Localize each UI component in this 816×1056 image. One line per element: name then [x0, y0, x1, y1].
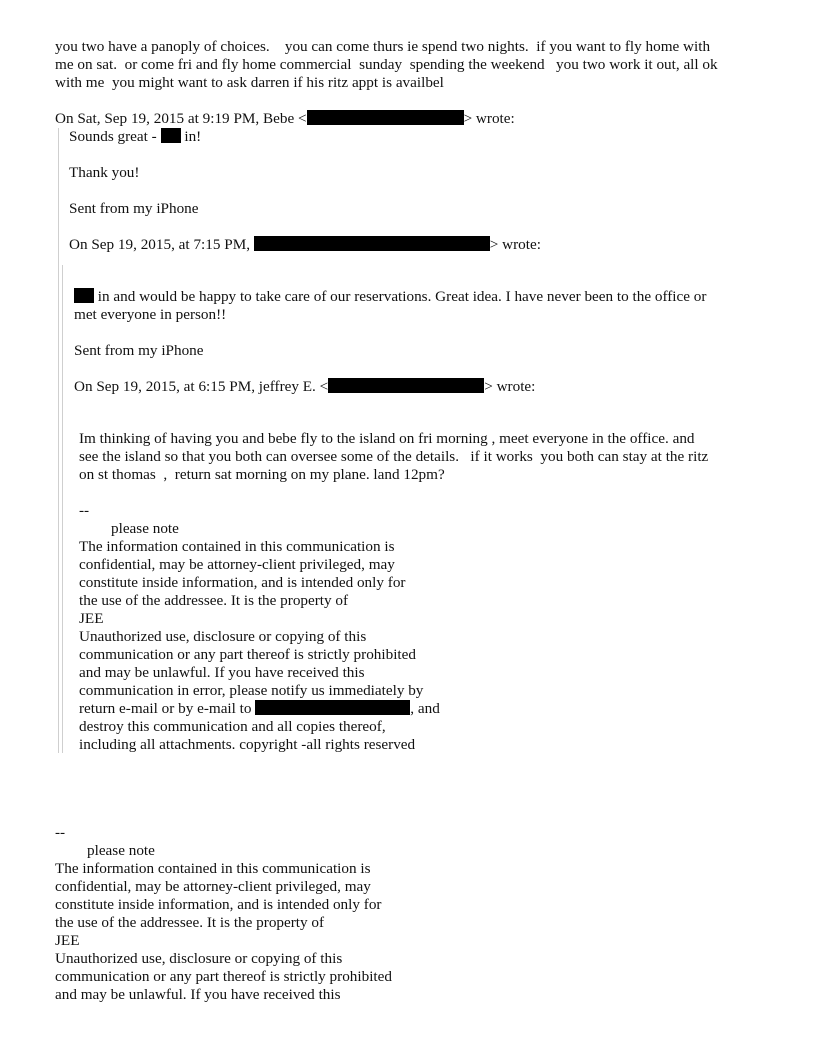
disclaimer-line: JEE [79, 610, 104, 627]
disclaimer-line: communication in error, please notify us immediately by [79, 682, 424, 699]
redaction-box [74, 288, 94, 303]
disclaimer-line: the use of the addressee. It is the property of [79, 592, 349, 609]
disclaimer-line: destroy this communication and all copies thereof, [79, 718, 386, 735]
quote-bar-outer [58, 128, 59, 753]
disclaimer-line: the use of the addressee. It is the property of [55, 914, 325, 931]
quote3-body-line: on st thomas , return sat morning on my plane. land 12pm? [79, 466, 445, 483]
top-message-line: me on sat. or come fri and fly home commercial sunday spending the weekend you two work it out, all ok [55, 56, 718, 73]
disclaimer-line: and may be unlawful. If you have received this [79, 664, 365, 681]
disclaimer-line: and may be unlawful. If you have received this [55, 986, 341, 1003]
please-note: please note [87, 842, 155, 859]
quote2-sent-from: Sent from my iPhone [74, 342, 204, 359]
quote1-sounds-great: Sounds great - in! [69, 128, 202, 145]
signature-separator: -- [55, 824, 66, 841]
disclaimer-line: constitute inside information, and is intended only for [55, 896, 382, 913]
disclaimer-line: communication or any part thereof is strictly prohibited [79, 646, 416, 663]
redaction-box [307, 110, 464, 125]
redaction-box [255, 700, 410, 715]
signature-separator: -- [79, 502, 90, 519]
redaction-box [328, 378, 484, 393]
disclaimer-line: Unauthorized use, disclosure or copying of this [55, 950, 343, 967]
disclaimer-line: including all attachments. copyright -all rights reserved [79, 736, 416, 753]
quote2-body-line: in and would be happy to take care of our reservations. Great idea. I have never been to the office or [74, 288, 706, 306]
disclaimer-line: constitute inside information, and is intended only for [79, 574, 406, 591]
quote3-body-line: Im thinking of having you and bebe fly to the island on fri morning , meet everyone in the office. and [79, 430, 695, 447]
quote1-sent-from: Sent from my iPhone [69, 200, 199, 217]
quote1-header: On Sat, Sep 19, 2015 at 9:19 PM, Bebe < > wrote: [55, 110, 515, 127]
quote2-body-line: met everyone in person!! [74, 306, 227, 323]
disclaimer-line: confidential, may be attorney-client privileged, may [79, 556, 395, 573]
disclaimer-line: The information contained in this communication is [55, 860, 371, 877]
disclaimer-line: Unauthorized use, disclosure or copying of this [79, 628, 367, 645]
quote2-header: On Sep 19, 2015, at 7:15 PM, > wrote: [69, 236, 541, 253]
top-message-line: with me you might want to ask darren if his ritz appt is availbel [55, 74, 444, 91]
disclaimer-line: communication or any part thereof is strictly prohibited [55, 968, 392, 985]
redaction-box [254, 236, 490, 251]
quote1-thanks: Thank you! [69, 164, 140, 181]
quote3-header: On Sep 19, 2015, at 6:15 PM, jeffrey E. < > wrote: [74, 378, 536, 395]
disclaimer-email-line: return e-mail or by e-mail to , and [79, 700, 440, 717]
quote-bar-inner [62, 265, 63, 753]
top-message-line: you two have a panoply of choices. you can come thurs ie spend two nights. if you want to fly home with [55, 38, 711, 55]
quote3-body-line: see the island so that you both can oversee some of the details. if it works you both can stay at the ritz [79, 448, 709, 465]
disclaimer-line: JEE [55, 932, 80, 949]
disclaimer-line: confidential, may be attorney-client privileged, may [55, 878, 371, 895]
disclaimer-line: The information contained in this communication is [79, 538, 395, 555]
please-note: please note [111, 520, 179, 537]
redaction-box [161, 128, 181, 143]
